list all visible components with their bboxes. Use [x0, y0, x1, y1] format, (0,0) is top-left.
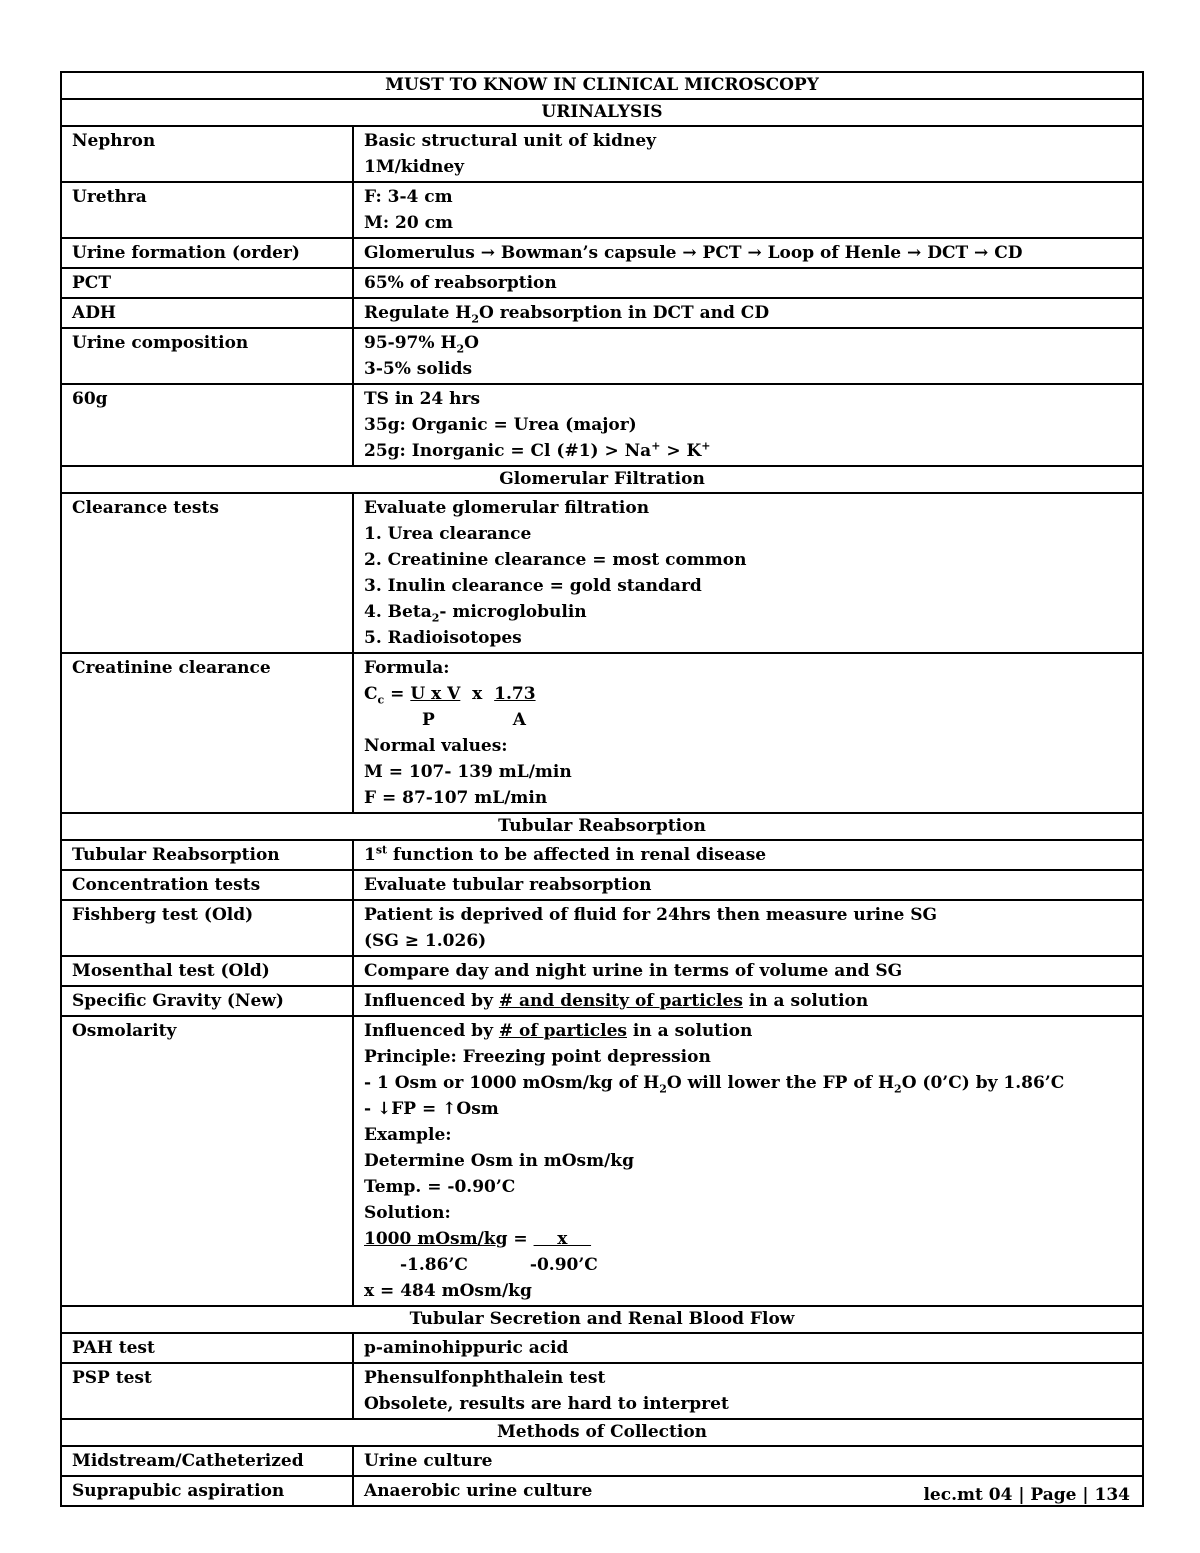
section-header-collection: Methods of Collection	[61, 1419, 1143, 1446]
term-cell: PAH test	[61, 1333, 353, 1363]
page-footer: lec.mt 04 | Page | 134	[923, 1485, 1130, 1505]
term-cell: Midstream/Catheterized	[61, 1446, 353, 1476]
table-row	[61, 653, 1143, 813]
formula-numerator-bsa: 1.73	[494, 684, 536, 704]
term-cell: Mosenthal test (Old)	[61, 956, 353, 986]
table-row	[61, 1446, 1143, 1476]
formula-numerator-uxv: U x V	[410, 684, 461, 704]
table-row	[61, 384, 1143, 466]
definition-cell: Evaluate glomerular filtration 1. Urea clearance 2. Creatinine clearance = most common 3. Inulin clearance = gold standard 4. Beta$_2$- microglobulin 5. Radioisotopes	[353, 493, 1143, 653]
table-row	[61, 900, 1143, 956]
table-row	[61, 840, 1143, 870]
definition-cell: Influenced by # of particles in a solution Principle: Freezing point depression - 1 Osm or 1000 mOsm/kg of $H_2O$ will lower the FP of $H_2O$ (0’C) by 1.86’C - ↓FP = ↑Osm Example: Determine Osm in mOsm/kg Temp. = -0.90’C Solution: 1000 mOsm/kg = x -1.86’C -0.90’C x = 484 mOsm/kg	[353, 1016, 1143, 1306]
document-table-container	[60, 71, 1142, 1507]
term-cell: Urine composition	[61, 328, 353, 384]
table-row	[61, 1016, 1143, 1306]
term-cell: ADH	[61, 298, 353, 328]
term-cell: Osmolarity	[61, 1016, 353, 1306]
document-title: MUST TO KNOW IN CLINICAL MICROSCOPY	[61, 72, 1143, 99]
definition-cell: Regulate $H_2O$ reabsorption in DCT and CD	[353, 298, 1143, 328]
term-cell: Clearance tests	[61, 493, 353, 653]
term-cell: Concentration tests	[61, 870, 353, 900]
table-row	[61, 956, 1143, 986]
table-row	[61, 126, 1143, 182]
term-cell: 60g	[61, 384, 353, 466]
table-row	[61, 238, 1143, 268]
definition-cell: Glomerulus → Bowman’s capsule → PCT → Loop of Henle → DCT → CD	[353, 238, 1143, 268]
definition-cell: TS in 24 hrs 35g: Organic = Urea (major) 25g: Inorganic = Cl (#1) > Na+ > K+	[353, 384, 1143, 466]
definition-cell: Evaluate tubular reabsorption	[353, 870, 1143, 900]
table-row	[61, 268, 1143, 298]
definition-cell: Urine culture	[353, 1446, 1143, 1476]
definition-cell: Patient is deprived of fluid for 24hrs then measure urine SG (SG ≥ 1.026)	[353, 900, 1143, 956]
term-cell: Tubular Reabsorption	[61, 840, 353, 870]
definition-cell: Basic structural unit of kidney 1M/kidney	[353, 126, 1143, 182]
table-row	[61, 493, 1143, 653]
definition-cell: Influenced by # and density of particles in a solution	[353, 986, 1143, 1016]
definition-cell: p-aminohippuric acid	[353, 1333, 1143, 1363]
term-cell: Creatinine clearance	[61, 653, 353, 813]
table-row	[61, 328, 1143, 384]
table-row	[61, 182, 1143, 238]
term-cell: Specific Gravity (New)	[61, 986, 353, 1016]
term-cell: Urethra	[61, 182, 353, 238]
term-cell: PSP test	[61, 1363, 353, 1419]
definition-cell: Anaerobic urine culture	[353, 1476, 1143, 1506]
definition-cell: Phensulfonphthalein test Obsolete, results are hard to interpret	[353, 1363, 1143, 1419]
definition-cell: F: 3-4 cm M: 20 cm	[353, 182, 1143, 238]
formula-denominator-p: P	[422, 710, 435, 730]
definition-cell: Formula: $C_c = U$ x V x 1.73 P A Normal values: M = 107- 139 mL/min F = 87-107 mL/min	[353, 653, 1143, 813]
definition-cell: Compare day and night urine in terms of volume and SG	[353, 956, 1143, 986]
clinical-microscopy-table	[60, 71, 1144, 1507]
term-cell: Urine formation (order)	[61, 238, 353, 268]
table-row	[61, 1333, 1143, 1363]
definition-cell: 95-97% $H_2O$ 3-5% solids	[353, 328, 1143, 384]
table-row	[61, 986, 1143, 1016]
section-header-urinalysis: URINALYSIS	[61, 99, 1143, 126]
definition-cell: 65% of reabsorption	[353, 268, 1143, 298]
section-header-glomerular: Glomerular Filtration	[61, 466, 1143, 493]
term-cell: Nephron	[61, 126, 353, 182]
section-header-tubular-reabsorption: Tubular Reabsorption	[61, 813, 1143, 840]
table-row	[61, 870, 1143, 900]
definition-cell: 1st function to be affected in renal disease	[353, 840, 1143, 870]
table-row	[61, 1363, 1143, 1419]
section-header-tubular-secretion: Tubular Secretion and Renal Blood Flow	[61, 1306, 1143, 1333]
term-cell: Fishberg test (Old)	[61, 900, 353, 956]
term-cell: Suprapubic aspiration	[61, 1476, 353, 1506]
formula-denominator-a: A	[512, 710, 526, 730]
term-cell: PCT	[61, 268, 353, 298]
table-row	[61, 298, 1143, 328]
